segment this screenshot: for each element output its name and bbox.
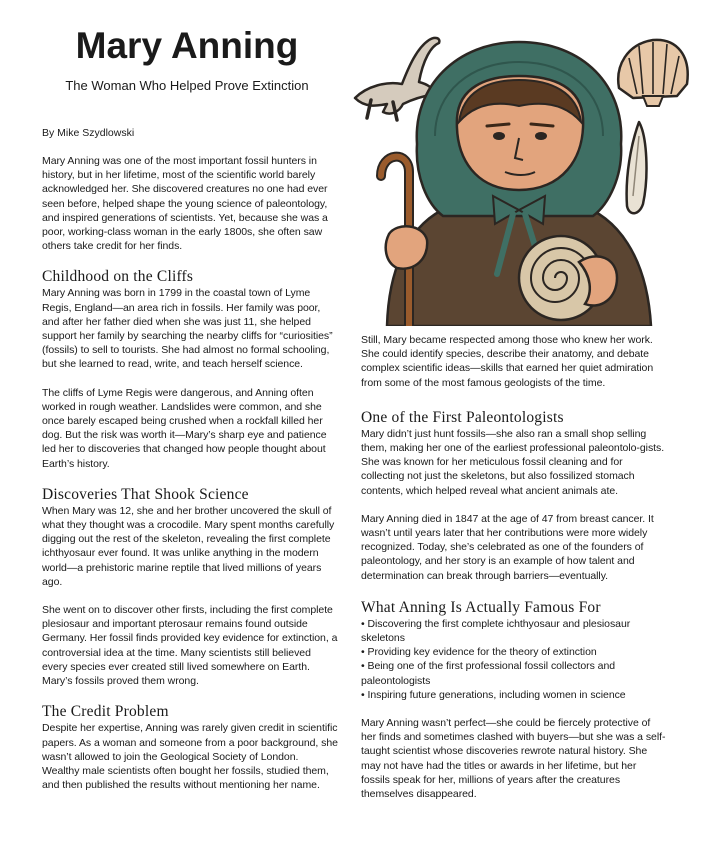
childhood-paragraph-1: Mary Anning was born in 1799 in the coastal town of Lyme Regis, England—an area rich in fossils. Her family was poor, and after her father died when she was just 11, she helped support her family by searching the nearby cliffs for “curiosities” (fossils) to sell to tourists. She had almost no formal schooling, but she learned to read, write, and teach herself science. [42,287,333,371]
byline: By Mike Szydlowski [42,127,135,139]
closing-paragraph: Mary Anning wasn’t perfect—she could be fiercely protective of her finds and sometimes clashed with buyers—but she was a self-taught scientist whose discoveries rewrote natural history. She may not have had the titles or awards in her lifetime, but her fossils speak for her, millions of years after the creatures themselves disappeared. [361,717,666,801]
discoveries-paragraph-2: She went on to discover other firsts, including the first complete plesiosaur and important pterosaur remains found outside Germany. Her fossil finds provided key evidence for extinction, a controversial idea at the time. Many scientists still believed every species ever created still lived somewhere on Earth. Mary’s fossils proved them wrong. [42,604,338,688]
fossil-tooth-icon [627,122,647,213]
heading-paleontologists: One of the First Paleontologists [361,408,564,426]
credit-paragraph-1: Despite her expertise, Anning was rarely given credit in scientific papers. As a woman and someone from a poor background, she wasn’t allowed to join the Geological Society of London. Wealthy male scientists often bought her fossils, studied them, and then published the results without mentioning her name. [42,722,338,792]
list-item: • Being one of the first professional fossil collectors and paleontologists [361,660,616,687]
heading-discoveries: Discoveries That Shook Science [42,485,249,503]
list-item: • Discovering the first complete ichthyosaur and plesiosaur skeletons [361,617,631,645]
heading-famous: What Anning Is Actually Famous For [361,598,601,616]
respected-paragraph: Still, Mary became respected among those who knew her work. She could identify species, describe their anatomy, and debate complex scientific ideas—skills that earned her quiet admiration from some of the most famous geologists of the time. [361,334,654,389]
list-item: • Providing key evidence for the theory of extinction [361,646,597,659]
article-title: Mary Anning [75,25,299,66]
right-column [361,333,667,801]
heading-childhood: Childhood on the Cliffs [42,268,194,286]
mary-anning-illustration [347,26,690,326]
childhood-paragraph-2: The cliffs of Lyme Regis were dangerous, and Anning often worked in rough weather. Landslides were common, and she once barely escaped being crushed when a rockfall killed her dog. But the risk was worth it—Mary’s sharp eye and patience led her to discoveries that changed how people thought about Earth’s history. [42,386,327,470]
intro-paragraph: Mary Anning was one of the most important fossil hunters in history, but in her lifetime, most of the scientific world barely acknowledged her. She discovered creatures no one had ever seen before, helped shape the young science of paleontology, and inspired generations of scientists. Yet, because she was a poor, working-class woman in the early 1800s, she often saw others take credit for her finds. [42,155,328,253]
left-column [42,154,338,792]
scallop-shell-icon [618,40,687,106]
article-subtitle: The Woman Who Helped Prove Extinction [65,78,309,93]
famous-list [361,617,667,702]
paleontologists-paragraph-1: Mary didn’t just hunt fossils—she also ran a small shop selling them, making her one of the earliest professional paleontolo-gists. She was known for her meticulous fossil cleaning and for collecting not just the skeletons, but also fossilized stomach contents, which helped reveal what ancient animals ate. [361,427,665,497]
heading-credit: The Credit Problem [42,703,169,721]
paleontologists-paragraph-2: Mary Anning died in 1847 at the age of 47 from breast cancer. It wasn’t until years later that her contributions were more widely recognized. Today, she’s celebrated as one of the founders of paleontology, and her story is an example of how talent and determination can break through barriers—eventually. [361,512,654,582]
discoveries-paragraph-1: When Mary was 12, she and her brother uncovered the skull of what they thought was a crocodile. Mary spent months carefully digging out the rest of the skeleton, revealing the first complete ichthyosaur ever found. It was unlike anything in the modern world—a prehistoric marine reptile that lived millions of years ago. [42,504,335,588]
list-item: • Inspiring future generations, including women in science [361,688,626,701]
